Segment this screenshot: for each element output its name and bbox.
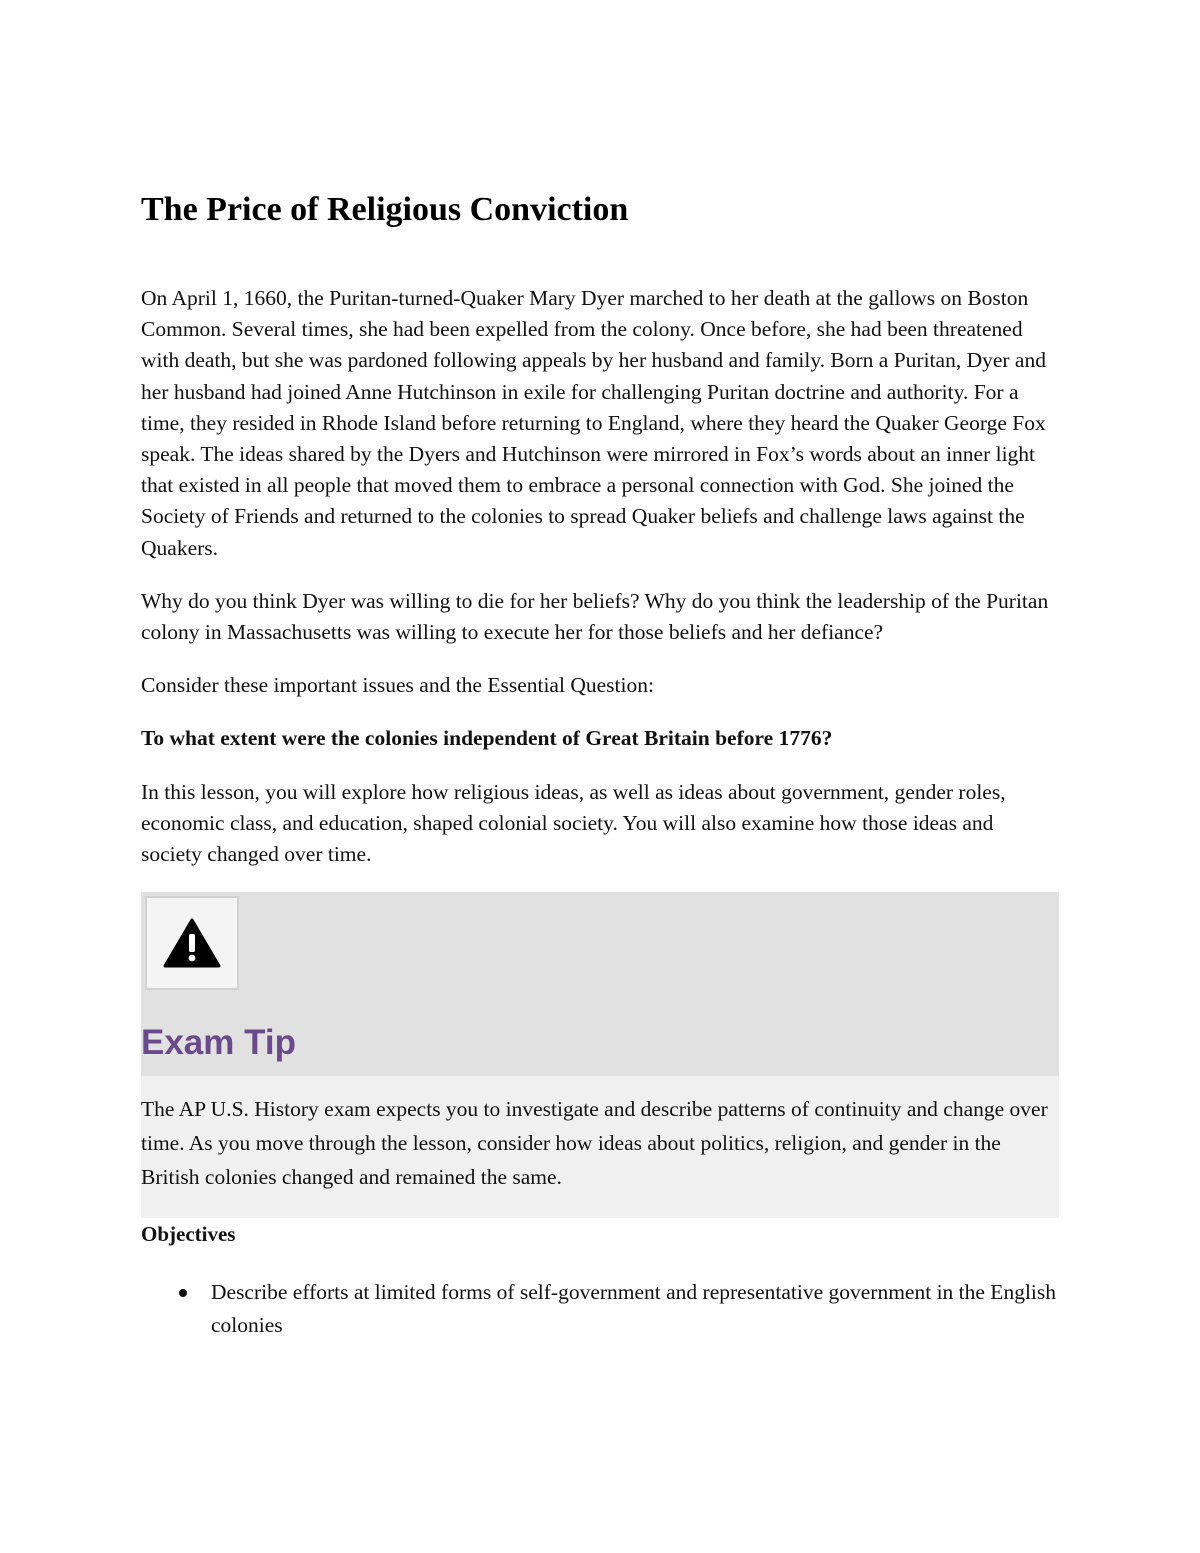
- bullet-icon: [179, 1289, 187, 1297]
- objectives-list: [141, 1276, 1059, 1342]
- exam-tip-box: [141, 892, 1059, 1218]
- exam-tip-title: Exam Tip: [141, 1023, 296, 1063]
- essential-question: To what extent were the colonies independent of Great Britain before 1776?: [141, 726, 833, 751]
- page-title: The Price of Religious Conviction: [141, 191, 629, 228]
- intro-paragraph: On April 1, 1660, the Puritan-turned-Quaker Mary Dyer marched to her death at the gallows on Boston Common. Several times, she had been expelled from the colony. Once before, she had been threatened with death, but she was pardoned following appeals by her husband and family. Born a Puritan, Dyer and her husband had joined Anne Hutchinson in exile for challenging Puritan doctrine and authority. For a time, they resided in Rhode Island before returning to England, where they heard the Quaker George Fox speak. The ideas shared by the Dyers and Hutchinson were mirrored in Fox’s words about an inner light that existed in all people that moved them to embrace a personal connection with God. She joined the Society of Friends and returned to the colonies to spread Quaker beliefs and challenge laws against the Quakers.: [141, 286, 1046, 560]
- consider-paragraph: Consider these important issues and the Essential Question:: [141, 673, 654, 698]
- exam-tip-body: The AP U.S. History exam expects you to investigate and describe patterns of continuity and change over time. As you move through the lesson, consider how ideas about politics, religion, and gender in the British colonies changed and remained the same.: [141, 1097, 1048, 1190]
- objective-text: Describe efforts at limited forms of self-government and representative government in the English colonies: [211, 1280, 1057, 1338]
- objectives-heading: Objectives: [141, 1222, 236, 1247]
- lesson-intro-paragraph: In this lesson, you will explore how religious ideas, as well as ideas about government, gender roles, economic class, and education, shaped colonial society. You will also examine how those ideas and society changed over time.: [141, 779, 1006, 867]
- reflection-paragraph: Why do you think Dyer was willing to die for her beliefs? Why do you think the leadership of the Puritan colony in Massachusetts was willing to execute her for those beliefs and her defiance?: [141, 588, 1049, 645]
- exam-tip-header: [141, 892, 1059, 1076]
- list-item: [141, 1276, 1059, 1342]
- warning-icon: [145, 896, 239, 990]
- document-page: [141, 188, 1059, 1342]
